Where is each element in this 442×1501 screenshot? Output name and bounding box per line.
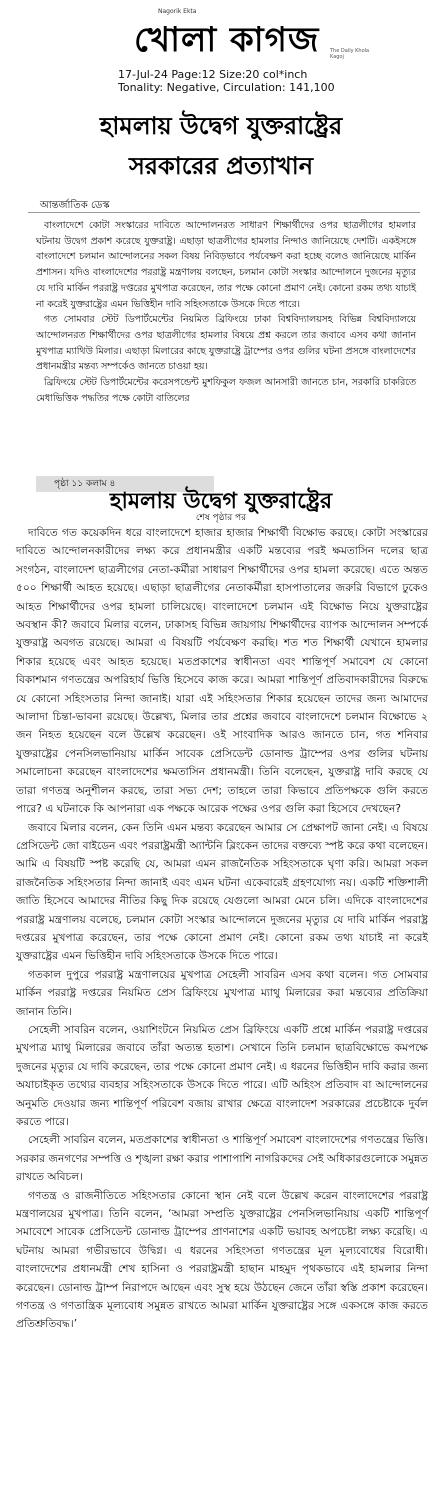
paragraph: গণতন্ত্র ও রাজনীতিতে সহিংসতার কোনো স্থান নেই বলে উল্লেখ করেন বাংলাদেশের পররাষ্ট্র মন্ত্রণালয়ের মুখপাত্র। তিনি বলেন, ‘আমরা সম্প্রতি যুক্তরাষ্ট্রের পেনসিলভানিয়ায় একটি শান্তিপূর্ণ সমাবেশে সাবেক প্রেসিডেন্ট ডোনাল্ড ট্রাম্পের প্রাণনাশের একটি ভয়াবহ অপচেষ্টা লক্ষ্য করেছি। এ ঘটনায় আমরা গভীরভাবে উদ্বিগ্ন। এ ধরনের সহিংসতা গণতন্ত্রের মূল মূল্যবোধের বিরোধী। বাংলাদেশের প্রধানমন্ত্রী শেখ হাসিনা ও পররাষ্ট্রমন্ত্রী হাছান মাহমুদ পৃথকভাবে এই হামলার নিন্দা করেছেন। ডোনাল্ড ট্রাম্প নিরাপদে আছেন এবং সুস্থ হয়ে উঠছেন জেনে তাঁরা স্বস্তি প্রকাশ করেছেন। গণতন্ত্র ও গণতান্ত্রিক মূল্যবোধ সমুন্নত রাখতে আমরা মার্কিন যুক্তরাষ্ট্রের সঙ্গে একসঙ্গে কাজ করতে প্রতিশ্রুতিবদ্ধ।’ (16, 1189, 428, 1331)
masthead-tagline: Nagorik Ekta (158, 8, 197, 15)
meta-line-date-page: 17-Jul-24 Page:12 Size:20 col*inch (118, 68, 308, 81)
paragraph: সেহেলী সাবরিন বলেন, ওয়াশিংটনে নিয়মিত প্রেস ব্রিফিংয়ে একটি প্রশ্নে মার্কিন পররাষ্ট্র দপ্তরের মুখপাত্র ম্যাথু মিলারের জবাবে তাঁরা অত্যন্ত হতাশ। সেখানে তিনি চলমান ছাত্রবিক্ষোভে কমপক্ষে দুজনের মৃত্যুর যে দাবি করেছেন, তার পক্ষে কোনো প্রমাণ নেই। এ ধরনের ভিত্তিহীন দাবি করার জন্য অযাচাইকৃত তথ্যের ব্যবহার সহিংসতাকে উসকে দিতে পারে। এটি অহিংস প্রতিবাদ বা আন্দোলনের অনুমতি দেওয়ার জন্য শান্তিপূর্ণ পরিবেশ বজায় রাখার ক্ষেত্রে বাংলাদেশ সরকারের প্রচেষ্টাকে দুর্বল করতে পারে। (16, 1023, 428, 1128)
paragraph: ব্রিফিংয়ে স্টেট ডিপার্টমেন্টের করেসপন্ডেন্ট মুশফিকুল ফজল আনসারী জানতে চান, সরকারি চাকরিতে মেধাভিত্তিক পদ্ধতির পক্ষে কোটা বাতিলের (36, 377, 416, 404)
divider (28, 212, 420, 213)
paragraph: দাবিতে গত কয়েকদিন ধরে বাংলাদেশে হাজার হাজার শিক্ষার্থী বিক্ষোভ করছে। কোটা সংস্কারের দাবিতে আন্দোলনকারীদের লক্ষ্য করে প্রধানমন্ত্রীর একটি মন্তব্যের পরই ক্ষমতাসিন দলের ছাত্র সংগঠন, বাংলাদেশ ছাত্রলীগের নেতা-কর্মীরা সাধারণ শিক্ষার্থীদের ওপর হামলা করেছে। এতে অন্তত ৫০০ শিক্ষার্থী আহত হয়েছে। এছাড়া ছাত্রলীগের নেতাকর্মীরা হাসপাতালের জরুরি বিভাগে ঢুকেও আহত শিক্ষার্থীদের ওপর হামলা চালিয়েছে। বাংলাদেশে চলমান এই বিক্ষোভ নিয়ে যুক্তরাষ্ট্রের অবস্থান কী? জবাবে মিলার বলেন, ঢাকাসহ বিভিন্ন জায়গায় শিক্ষার্থীদের ব্যাপক আন্দোলন সম্পর্কে যুক্তরাষ্ট্র অবগত রয়েছে। আমরা এ বিষয়টি পর্যবেক্ষণ করছি। শত শত শিক্ষার্থী যেখানে হামলার শিকার হয়েছে এবং আহত হয়েছে। মতপ্রকাশের স্বাধীনতা এবং শান্তিপূর্ণ সমাবেশ যে কোনো বিকাশমান গণতন্ত্রের অপরিহার্য ভিত্তি হিসেবে কাজ করে। আমরা শান্তিপূর্ণ প্রতিবাদকারীদের বিরুদ্ধে যে কোনো সহিংসতার নিন্দা জানাই। যারা এই সহিংসতার শিকার হয়েছেন তাদের জন্য আমাদের আলাদা চিন্তা-ভাবনা রয়েছে। উল্লেখ্য, মিলার তার প্রশ্নের জবাবে বাংলাদেশে চলমান বিক্ষোভে ২ জন নিহত হয়েছেন বলে উল্লেখ করেছেন। ওই সাংবাদিক আরও জানতে চান, গত শনিবার যুক্তরাষ্ট্রের পেনসিলভানিয়ায় মার্কিন সাবেক প্রেসিডেন্ট ডোনাল্ড ট্রাম্পের ওপর গুলির ঘটনায় সমালোচনা করেছেন বাংলাদেশের ক্ষমতাসিন প্রধানমন্ত্রী। তিনি বলেছেন, যুক্তরাষ্ট্র দাবি করছে যে তারা গণতন্ত্র অনুশীলন করছে, তারা সভ্য দেশ; তাহলে তারা কিভাবে প্রতিপক্ষকে গুলি করতে পারে? এ ঘটনাকে কি আপনারা এক পক্ষকে আরেক পক্ষের ওপর গুলি করা হিসেবে দেখছেন? (16, 527, 428, 816)
continued-headline: হামলায় উদ্বেগ যুক্তরাষ্ট্রের (109, 488, 333, 514)
paragraph: গত সোমবার স্টেট ডিপার্টমেন্টের নিয়মিত ব্রিফিংয়ে ঢাকা বিশ্ববিদ্যালয়সহ বিভিন্ন বিশ্ববিদ্যালয়ে আন্দোলনরত শিক্ষার্থীদের ওপর ছাত্রলীগের হামলার বিষয়ে প্রশ্ন করলে তার জবাবে এসব কথা জানান মুখপাত্র ম্যাথিউ মিলার। এছাড়া মিলারের কাছে যুক্তরাষ্ট্রে ট্রাম্পের ওপর গুলির ঘটনা প্রসঙ্গে বাংলাদেশের প্রধানমন্ত্রীর মন্তব্য সম্পর্কেও জানতে চাওয়া হয়। (36, 314, 416, 373)
masthead (60, 4, 380, 68)
headline-line-1: হামলায় উদ্বেগ যুক্তরাষ্ট্রের (99, 111, 343, 140)
headline-line-2: সরকারের প্রত্যাখান (128, 151, 314, 180)
newspaper-logo: খোলা কাগজ (134, 20, 320, 60)
article-body (16, 524, 428, 1334)
paragraph: গতকাল দুপুরে পররাষ্ট্র মন্ত্রণালয়ের মুখপাত্র সেহেলী সাবরিন এসব কথা বলেন। গত সোমবার মার্কিন পররাষ্ট্র দপ্তরের নিয়মিত প্রেস ব্রিফিংয়ে মুখপাত্র ম্যাথু মিলারের করা মন্তব্যের প্রতিক্রিয়া জানান তিনি। (16, 968, 428, 1018)
clipping-meta (118, 68, 335, 94)
continued-note: শেষ পৃষ্ঠার পর (195, 513, 247, 523)
paragraph: জবাবে মিলার বলেন, কেন তিনি এমন মন্তব্য করেছেন আমার সে প্রেক্ষাপট জানা নেই। এ বিষয়ে প্রেসিডেন্ট জো বাইডেন এবং পররাষ্ট্রমন্ত্রী অ্যান্টনি ব্লিংকেন তাদের বক্তব্যে স্পষ্ট করে কথা বলেছেন। আমি এ বিষয়টি স্পষ্ট করেছি যে, আমরা এমন রাজনৈতিক সহিংসতাকে ঘৃণা করি। আমরা সকল রাজনৈতিক সহিংসতার নিন্দা জানাই এবং এমন ঘটনা একেবারেই গ্রহণযোগ্য নয়। একটি শক্তিশালী জাতি হিসেবে আমাদের নীতির কিছু দিক রয়েছে যেগুলো আমরা মেনে চলি। এদিকে বাংলাদেশের পররাষ্ট্র মন্ত্রণালয় বলেছে, চলমান কোটা সংস্কার আন্দোলনে দুজনের মৃত্যুর যে দাবি মার্কিন পররাষ্ট্র দপ্তরের মুখপাত্র করেছেন, তার পক্ষে কোনো প্রমাণ নেই। কোনো রকম তথ্য যাচাই না করেই যুক্তরাষ্ট্রের এমন ভিত্তিহীন দাবি সহিংসতাকে উসকে দিতে পারে। (16, 821, 428, 963)
paragraph: সেহেলী সাবরিন বলেন, মতপ্রকাশের স্বাধীনতা ও শান্তিপূর্ণ সমাবেশ বাংলাদেশের গণতন্ত্রের ভিত্তি। সরকার জনগণের সম্পত্তি ও শৃঙ্খলা রক্ষা করার পাশাপাশি নাগরিকদের সেই অধিকারগুলোকে সমুন্নত রাখতে অবিচল। (16, 1134, 428, 1184)
paragraph: বাংলাদেশে কোটা সংস্কারের দাবিতে আন্দোলনরত সাধারণ শিক্ষার্থীদের ওপর ছাত্রলীগের হামলার ঘটনায় উদ্বেগ প্রকাশ করেছে যুক্তরাষ্ট্র। এছাড়া ছাত্রলীগের হামলার নিন্দাও জানিয়েছে দেশটি। একইসঙ্গে বাংলাদেশে চলমান আন্দোলনের সকল বিষয় নিবিড়ভাবে পর্যবেক্ষণ করা হচ্ছে বলেও জানিয়েছে মার্কিন প্রশাসন। যদিও বাংলাদেশের পররাষ্ট্র মন্ত্রণালয় বলছেন, চলমান কোটা সংস্কার আন্দোলনে দুজনের মৃত্যুর যে দাবি মার্কিন পররাষ্ট্র দপ্তরের মুখপাত্র করেছেন, তার পক্ষে কোনো প্রমাণ নেই। কোনো রকম তথ্য যাচাই না করেই যুক্তরাষ্ট্রের এমন ভিত্তিহীন দাবি সহিংসতাকে উসকে দিতে পারে। (36, 220, 416, 310)
desk-label: আন্তর্জাতিক ডেস্ক (40, 200, 110, 211)
masthead-sublogo: The Daily Khola Kagoj (330, 48, 370, 60)
intro-text (36, 218, 416, 406)
page-reference: পৃষ্ঠা ১১ কলাম ৪ (36, 476, 214, 492)
meta-line-tonality: Tonality: Negative, Circulation: 141,100 (118, 81, 335, 94)
